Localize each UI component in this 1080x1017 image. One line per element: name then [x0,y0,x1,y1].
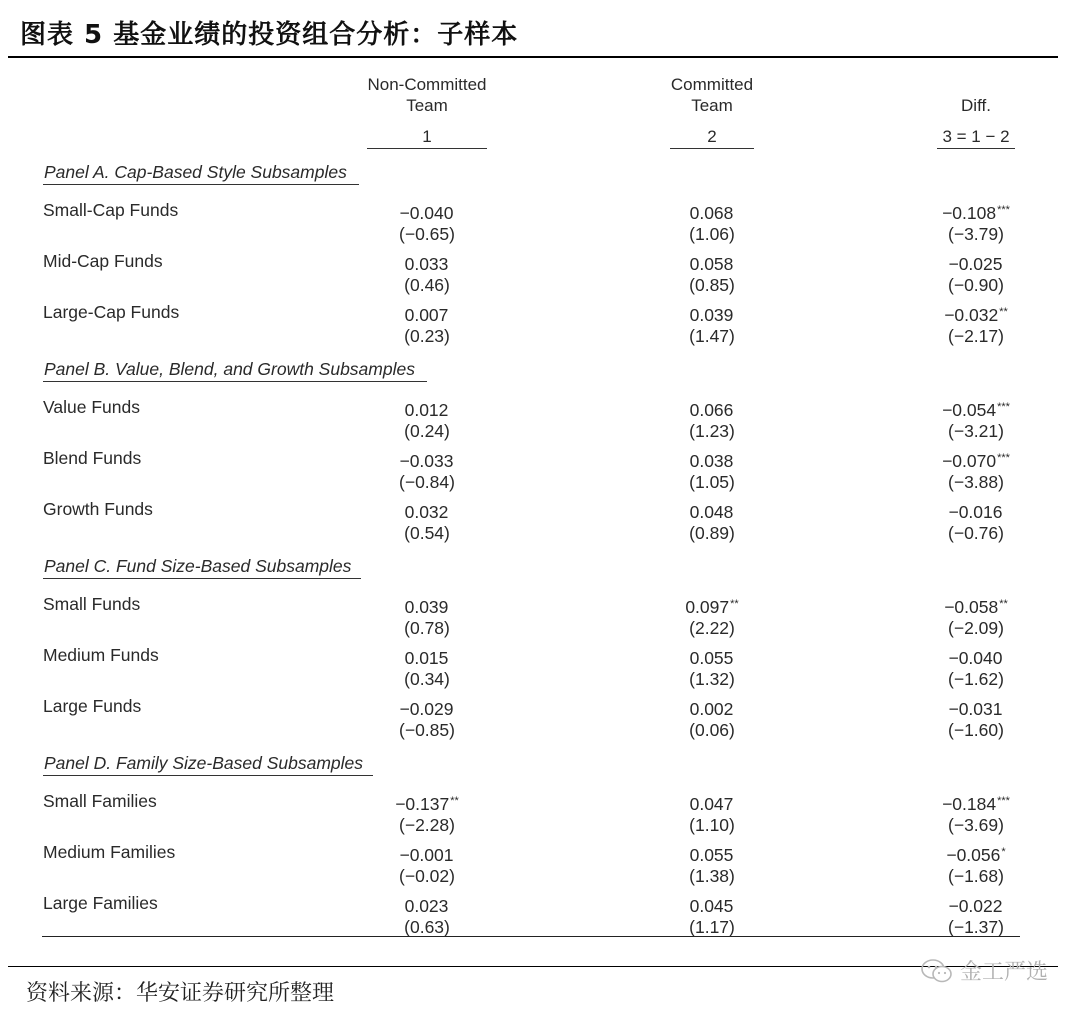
row-label: Large Funds [43,696,142,716]
panel-title: Panel A. Cap-Based Style Subsamples [44,162,347,182]
column-header-line1: Committed [670,75,754,94]
table-cell [642,791,782,836]
coefficient-value: 0.038 [689,451,734,471]
table-bottom-rule [42,936,1020,937]
row-label: Medium Funds [43,645,159,665]
coefficient [906,842,1046,866]
coefficient [906,696,1046,720]
table-cell [906,696,1046,741]
panel-title-underline [43,775,373,776]
panel-title: Panel B. Value, Blend, and Growth Subsamples [44,359,415,379]
table-cell [906,302,1046,347]
significance-stars: *** [997,452,1010,464]
significance-stars: ** [999,306,1008,318]
row-label: Blend Funds [43,448,142,468]
coefficient [906,645,1046,669]
table-cell [357,397,497,442]
panel-title-underline [43,578,361,579]
coefficient-value: 0.039 [404,597,449,617]
t-statistic: (−2.09) [948,618,1004,638]
significance-stars: ** [730,598,739,610]
t-statistic: (1.38) [689,866,735,886]
table-cell [357,200,497,245]
panel-title: Panel D. Family Size-Based Subsamples [44,753,364,773]
coefficient [642,448,782,472]
table-cell [906,893,1046,938]
coefficient [906,499,1046,523]
coefficient-value: −0.025 [948,254,1003,274]
coefficient-value: 0.033 [404,254,449,274]
coefficient-value: −0.054 [942,400,997,420]
coefficient [357,696,497,720]
wechat-icon [920,958,954,984]
coefficient [906,448,1046,472]
t-statistic: (1.05) [689,472,735,492]
column-header-line2: Team [691,96,733,115]
coefficient [906,200,1046,224]
column-index: 2 [707,127,717,146]
coefficient-value: 0.097 [685,597,730,617]
t-statistic: (0.89) [689,523,735,543]
row-label: Value Funds [43,397,140,417]
table-cell [357,499,497,544]
t-statistic: (1.06) [689,224,735,244]
row-label: Small-Cap Funds [43,200,179,220]
table-cell [906,594,1046,639]
coefficient-value: −0.108 [942,203,997,223]
table-cell [642,696,782,741]
coefficient-value: 0.032 [404,502,449,522]
table-cell [642,251,782,296]
coefficient-value: −0.033 [399,451,454,471]
coefficient [642,842,782,866]
coefficient-value: 0.058 [689,254,734,274]
coefficient [642,594,782,618]
column-header-3 [886,74,1066,147]
column-header-underline [670,148,754,149]
coefficient-value: 0.045 [689,896,734,916]
table-cell [642,645,782,690]
t-statistic: (−3.69) [948,815,1004,835]
table-cell [357,893,497,938]
panel-title-underline [43,381,427,382]
coefficient [906,251,1046,275]
watermark-text: 金工严选 [959,960,1048,985]
coefficient [357,251,497,275]
coefficient-value: 0.023 [404,896,449,916]
table-cell [357,842,497,887]
coefficient [357,791,497,815]
column-header-line1: Non-Committed [367,75,487,94]
table-cell [642,448,782,493]
table-cell [642,302,782,347]
coefficient [642,645,782,669]
table-cell [906,645,1046,690]
table-cell [642,893,782,938]
coefficient [642,499,782,523]
t-statistic: (0.85) [689,275,735,295]
coefficient [357,594,497,618]
table-cell [906,842,1046,887]
row-label: Mid-Cap Funds [43,251,163,271]
row-label: Growth Funds [43,499,153,519]
column-header-line2: Team [406,96,448,115]
significance-stars: * [1001,846,1006,858]
coefficient [357,499,497,523]
t-statistic: (−0.02) [399,866,455,886]
footer-rule [8,966,1058,967]
coefficient-value: −0.137 [395,794,450,814]
significance-stars: ** [450,795,459,807]
t-statistic: (0.63) [404,917,450,937]
t-statistic: (1.47) [689,326,735,346]
source-note: 资料来源：华安证券研究所整理 [26,981,335,1006]
column-index: 3 = 1 − 2 [942,127,1010,146]
column-header-1 [337,74,517,147]
coefficient [357,893,497,917]
t-statistic: (0.54) [404,523,450,543]
panel-title: Panel C. Fund Size-Based Subsamples [44,556,352,576]
t-statistic: (0.78) [404,618,450,638]
column-header-2 [622,74,802,147]
table-cell [357,448,497,493]
coefficient [357,302,497,326]
table-cell [642,842,782,887]
coefficient-value: 0.055 [689,648,734,668]
figure-title: 图表 5 基金业绩的投资组合分析：子样本 [20,20,519,50]
coefficient-value: 0.039 [689,305,734,325]
t-statistic: (0.24) [404,421,450,441]
coefficient [642,397,782,421]
coefficient [357,448,497,472]
table-cell [906,200,1046,245]
t-statistic: (−0.65) [399,224,455,244]
coefficient-value: −0.016 [948,502,1003,522]
coefficient [357,645,497,669]
t-statistic: (−3.21) [948,421,1004,441]
t-statistic: (1.23) [689,421,735,441]
t-statistic: (1.32) [689,669,735,689]
coefficient-value: −0.070 [942,451,997,471]
coefficient [906,893,1046,917]
coefficient [906,791,1046,815]
row-label: Small Families [43,791,157,811]
coefficient [906,302,1046,326]
table-cell [357,791,497,836]
column-header-underline [937,148,1015,149]
table-cell [642,200,782,245]
coefficient-value: −0.001 [399,845,454,865]
t-statistic: (1.10) [689,815,735,835]
t-statistic: (−1.60) [948,720,1004,740]
table-cell [642,594,782,639]
table-cell [642,499,782,544]
coefficient-value: 0.055 [689,845,734,865]
coefficient-value: 0.047 [689,794,734,814]
table-cell [357,594,497,639]
column-header-line1 [886,74,1066,95]
coefficient [642,200,782,224]
table-cell [642,397,782,442]
row-label: Large Families [43,893,158,913]
significance-stars: *** [997,795,1010,807]
coefficient [642,893,782,917]
coefficient-value: 0.015 [404,648,449,668]
coefficient [642,696,782,720]
coefficient-value: −0.031 [948,699,1003,719]
table-cell [906,251,1046,296]
table-cell [357,696,497,741]
coefficient-value: 0.002 [689,699,734,719]
table-cell [357,645,497,690]
watermark [920,955,1048,986]
coefficient-value: −0.040 [399,203,454,223]
coefficient-value: −0.056 [946,845,1001,865]
significance-stars: *** [997,401,1010,413]
significance-stars: ** [999,598,1008,610]
t-statistic: (0.46) [404,275,450,295]
table-cell [906,499,1046,544]
coefficient [357,842,497,866]
row-label: Small Funds [43,594,141,614]
column-header-underline [367,148,487,149]
column-header-line2: Diff. [961,96,991,115]
table-cell [357,251,497,296]
t-statistic: (−0.76) [948,523,1004,543]
coefficient-value: −0.029 [399,699,454,719]
column-index: 1 [422,127,432,146]
coefficient-value: −0.022 [948,896,1003,916]
coefficient [642,302,782,326]
row-label: Medium Families [43,842,176,862]
coefficient-value: 0.068 [689,203,734,223]
table-cell [357,302,497,347]
coefficient-value: 0.066 [689,400,734,420]
t-statistic: (−0.90) [948,275,1004,295]
t-statistic: (−3.88) [948,472,1004,492]
t-statistic: (−1.37) [948,917,1004,937]
coefficient [642,791,782,815]
coefficient-value: −0.032 [944,305,999,325]
significance-stars: *** [997,204,1010,216]
t-statistic: (1.17) [689,917,735,937]
coefficient [642,251,782,275]
t-statistic: (−3.79) [948,224,1004,244]
coefficient-value: 0.012 [404,400,449,420]
coefficient-value: −0.184 [942,794,997,814]
t-statistic: (−1.68) [948,866,1004,886]
coefficient-value: 0.048 [689,502,734,522]
t-statistic: (0.06) [689,720,735,740]
coefficient [357,200,497,224]
t-statistic: (2.22) [689,618,735,638]
coefficient-value: 0.007 [404,305,449,325]
t-statistic: (0.23) [404,326,450,346]
table-cell [906,448,1046,493]
t-statistic: (−0.85) [399,720,455,740]
t-statistic: (−2.28) [399,815,455,835]
t-statistic: (−0.84) [399,472,455,492]
panel-title-underline [43,184,359,185]
t-statistic: (0.34) [404,669,450,689]
coefficient [357,397,497,421]
coefficient-value: −0.040 [948,648,1003,668]
table-cell [906,791,1046,836]
coefficient [906,397,1046,421]
coefficient-value: −0.058 [944,597,999,617]
row-label: Large-Cap Funds [43,302,180,322]
t-statistic: (−2.17) [948,326,1004,346]
table-cell [906,397,1046,442]
coefficient [906,594,1046,618]
t-statistic: (−1.62) [948,669,1004,689]
